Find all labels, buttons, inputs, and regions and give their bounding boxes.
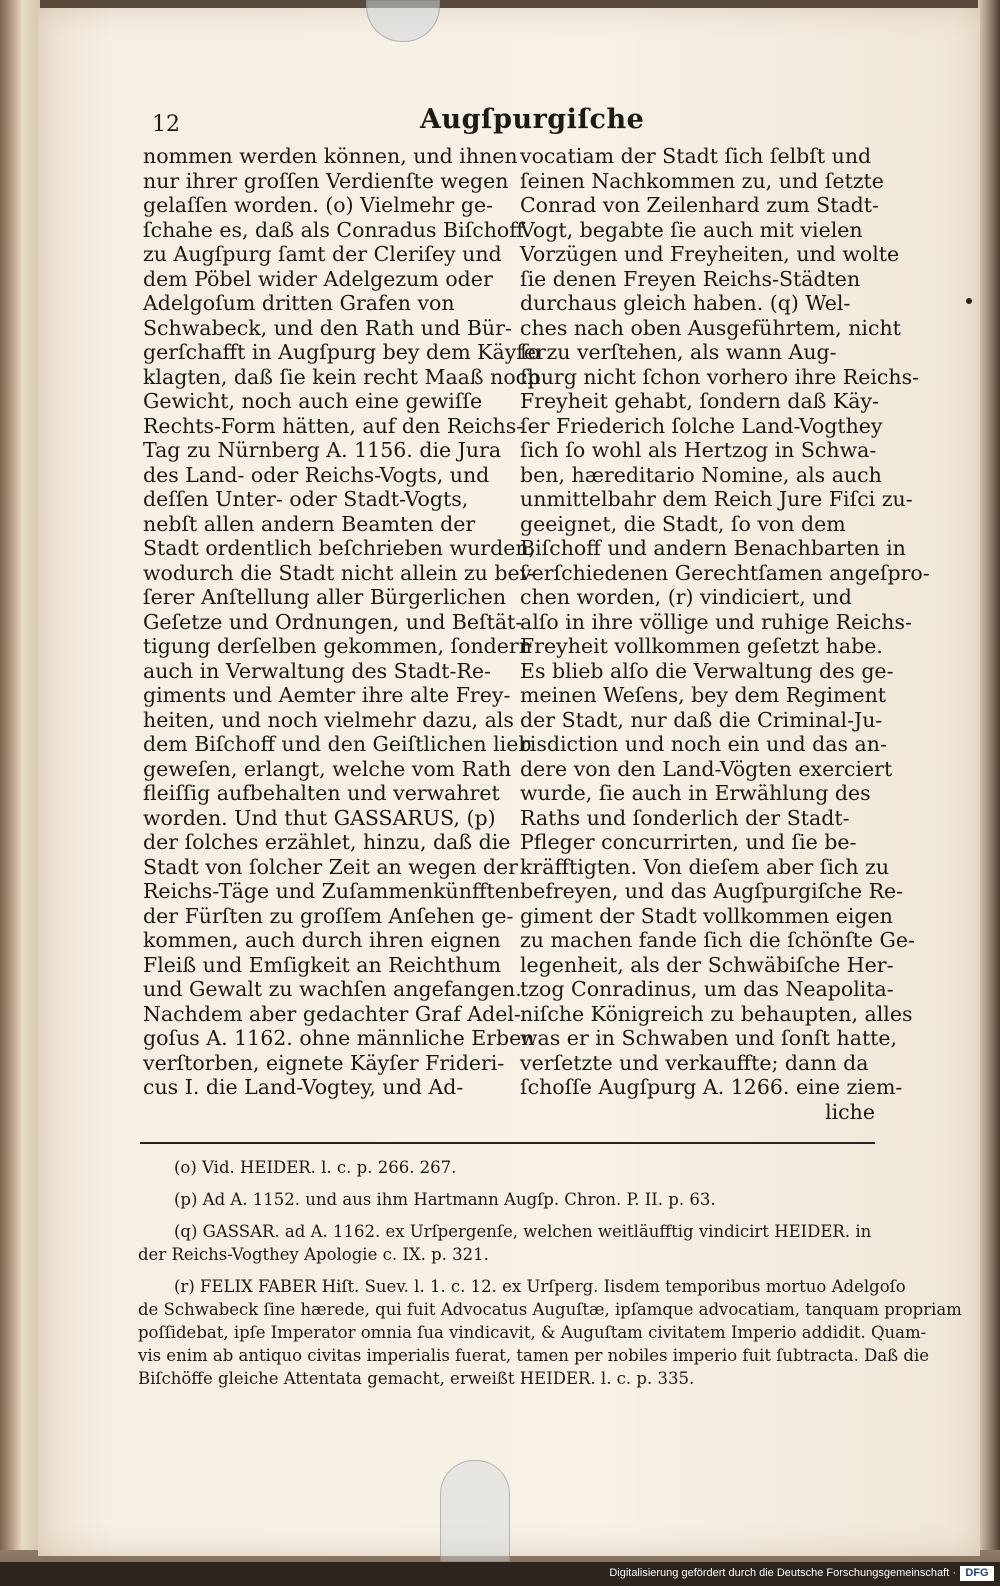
text-line: fleiſſig aufbehalten und verwahret [143, 781, 500, 805]
text-line: Reichs-Täge und Zuſammenkünfften [143, 879, 521, 903]
text-line: und Gewalt zu wachſen angefangen. [143, 977, 522, 1001]
text-line: der ſolches erzählet, hinzu, daß die [143, 830, 511, 854]
dfg-logo: DFG [960, 1566, 994, 1581]
footnote-line: (q) GASSAR. ad A. 1162. ex Urſpergenſe, welchen weitläufftig vindicirt HEIDER. in [174, 1222, 872, 1241]
text-line: Biſchoff und andern Benachbarten in [520, 536, 906, 560]
text-line: nommen werden können, und ihnen [143, 144, 518, 168]
text-line: ſeinen Nachkommen zu, und ſetzte [520, 168, 884, 193]
text-line: niſche Königreich zu behaupten, alles [520, 1001, 913, 1026]
text-line: verſetzte und verkauffte; dann da [520, 1050, 869, 1075]
footnote-line: der Reichs-Vogthey Apologie c. IX. p. 321. [138, 1245, 489, 1264]
text-line: Es blieb alſo die Verwaltung des ge- [520, 658, 894, 683]
text-line: worden. Und thut GASSARUS, (p) [143, 805, 496, 830]
text-line: Stadt ordentlich beſchrieben wurden, [143, 536, 536, 560]
running-head: Augſpurgiſche [420, 104, 645, 135]
text-line: meinen Weſens, bey dem Regiment [520, 683, 887, 707]
footnote-line: (o) Vid. HEIDER. l. c. p. 266. 267. [174, 1158, 457, 1177]
text-line: Adelgoſum dritten Grafen von [143, 291, 455, 315]
text-line: ches nach oben Ausgeführtem, nicht [520, 315, 901, 340]
footnote [138, 1156, 880, 1179]
text-line: dem Pöbel wider Adelgezum oder [143, 266, 493, 291]
text-line: tzog Conradinus, um das Neapolita- [520, 977, 894, 1001]
text-line: verſchiedenen Gerechtſamen angeſpro- [520, 560, 930, 585]
footnote-rule [140, 1142, 875, 1144]
text-line: ſer Friederich ſolche Land-Vogthey [520, 413, 883, 438]
text-line: zu Augſpurg ſamt der Cleriſey und [143, 242, 502, 266]
text-line: tigung derſelben gekommen, ſondern [143, 634, 532, 658]
digitization-credit: Digitalisierung gefördert durch die Deutsche Forschungsgemeinschaft · [609, 1567, 956, 1579]
text-column-right [520, 144, 930, 1124]
footnote [138, 1188, 880, 1211]
text-line: kommen, auch durch ihren eignen [143, 928, 501, 952]
text-line: gelaſſen worden. (o) Vielmehr ge- [143, 193, 494, 217]
text-line: dere von den Land-Vögten exerciert [520, 756, 893, 781]
text-line: Tag zu Nürnberg A. 1156. die Jura [143, 438, 502, 462]
text-line: ſchoſſe Augſpurg A. 1266. eine ziem- [520, 1075, 903, 1099]
text-line: ſpurg nicht ſchon vorhero ihre Reichs- [520, 364, 920, 389]
text-line: nebſt allen andern Beamten der [143, 511, 476, 536]
book-edge-right [978, 0, 1000, 1586]
text-line: cus I. die Land-Vogtey, und Ad- [143, 1075, 464, 1099]
footnote-line: vis enim ab antiquo civitas imperialis fuerat, tamen per nobiles imperio fuit ſubtracta. Daß die [138, 1346, 930, 1365]
text-line: Raths und ſonderlich der Stadt- [520, 805, 850, 830]
footnote-line: (r) FELIX FABER Hiſt. Suev. l. 1. c. 12. ex Urſperg. Iisdem temporibus mortuo Adelgoſo [174, 1277, 906, 1296]
text-line: legenheit, als der Schwäbiſche Her- [520, 952, 894, 977]
text-line: durchaus gleich haben. (q) Wel- [520, 291, 851, 315]
text-line: Conrad von Zeilenhard zum Stadt- [520, 193, 879, 217]
page-number: 12 [152, 112, 180, 137]
text-line: was er in Schwaben und ſonſt hatte, [520, 1026, 898, 1050]
text-line: Fleiß und Emſigkeit an Reichthum [143, 952, 502, 977]
text-line: risdiction und noch ein und das an- [520, 732, 887, 756]
text-line: heiten, und noch vielmehr dazu, als [143, 707, 514, 732]
text-line: zu machen fande ſich die ſchönſte Ge- [520, 928, 915, 952]
text-line: wurde, ſie auch in Erwählung des [520, 781, 871, 805]
text-line: nur ihrer groſſen Verdienſte wegen [143, 168, 509, 193]
text-line: chen worden, (r) vindiciert, und [520, 585, 852, 609]
text-line: auch in Verwaltung des Stadt-Re- [143, 658, 491, 683]
text-line: wodurch die Stadt nicht allein zu beſ- [143, 560, 535, 585]
text-line: befreyen, und das Augſpurgiſche Re- [520, 879, 904, 903]
page-clip-bottom [440, 1460, 510, 1562]
footnotes [138, 1156, 962, 1399]
text-line: Schwabeck, und den Rath und Bür- [143, 315, 512, 340]
footnote-line: poſſidebat, ipſe Imperator omnia ſua vindicavit, & Auguſtam civitatem Imperio addidit. Quam- [138, 1323, 927, 1342]
text-line: ſie denen Freyen Reichs-Städten [520, 266, 861, 291]
text-column-left [143, 144, 546, 1100]
footnote-line: (p) Ad A. 1152. und aus ihm Hartmann Augſp. Chron. P. II. p. 63. [174, 1190, 716, 1209]
book-edge-left [0, 0, 40, 1586]
text-line: giments und Aemter ihre alte Frey- [143, 683, 511, 707]
text-line: Stadt von ſolcher Zeit an wegen der [143, 854, 518, 879]
text-line: giment der Stadt vollkommen eigen [520, 903, 893, 928]
footnote-line: de Schwabeck ſine hærede, qui fuit Advocatus Auguſtæ, ipſamque advocatiam, tanquam propriam [138, 1300, 962, 1319]
text-line: Freyheit vollkommen geſetzt habe. [520, 634, 883, 658]
text-line: Geſetze und Ordnungen, und Beſtät- [143, 609, 523, 634]
text-line: alſo in ihre völlige und ruhige Reichs- [520, 609, 912, 634]
text-line: unmittelbahr dem Reich Jure Fiſci zu- [520, 487, 913, 511]
ink-spot [966, 298, 972, 304]
footnote [138, 1275, 962, 1390]
text-line: goſus A. 1162. ohne männliche Erben [143, 1026, 535, 1050]
footnote-line: Biſchöffe gleiche Attentata gemacht, erweißt HEIDER. l. c. p. 335. [138, 1369, 695, 1388]
text-line: gerſchafft in Augſpurg bey dem Käyſer [143, 340, 546, 364]
text-line: vocatiam der Stadt ſich ſelbſt und [520, 144, 872, 168]
text-line: Vogt, begabte ſie auch mit vielen [520, 217, 863, 242]
text-line: geweſen, erlangt, welche vom Rath [143, 756, 512, 781]
text-line: deſſen Unter- oder Stadt-Vogts, [143, 487, 469, 511]
text-line: Vorzügen und Freyheiten, und wolte [520, 242, 900, 266]
footnote [138, 1220, 880, 1266]
text-line: der Fürſten zu groſſem Anſehen ge- [143, 903, 514, 928]
text-line: liche [825, 1099, 875, 1124]
text-line: Pfleger concurrirten, und ſie be- [520, 830, 857, 854]
text-line: Nachdem aber gedachter Graf Adel- [143, 1001, 521, 1026]
text-line: des Land- oder Reichs-Vogts, und [143, 462, 490, 487]
text-line: verſtorben, eignete Käyſer Frideri- [143, 1050, 505, 1075]
text-line: ſo zu verſtehen, als wann Aug- [520, 340, 837, 364]
text-line: ſchahe es, daß als Conradus Biſchoff [143, 217, 524, 242]
text-line: klagten, daß ſie kein recht Maaß noch [143, 364, 541, 389]
text-line: ben, hæreditario Nomine, als auch [520, 462, 882, 487]
text-line: ſich ſo wohl als Hertzog in Schwa- [520, 438, 877, 462]
text-line: Rechts-Form hätten, auf den Reichs- [143, 413, 524, 438]
text-line: Freyheit gehabt, ſondern daß Käy- [520, 389, 879, 413]
text-line: geeignet, die Stadt, ſo von dem [520, 511, 846, 536]
text-line: ſerer Anſtellung aller Bürgerlichen [143, 585, 507, 609]
text-line: kräfftigten. Von dieſem aber ſich zu [520, 854, 890, 879]
text-line: dem Biſchoff und den Geiſtlichen lieb [143, 732, 532, 756]
text-line: der Stadt, nur daß die Criminal-Ju- [520, 707, 883, 732]
text-line: Gewicht, noch auch eine gewiſſe [143, 389, 483, 413]
